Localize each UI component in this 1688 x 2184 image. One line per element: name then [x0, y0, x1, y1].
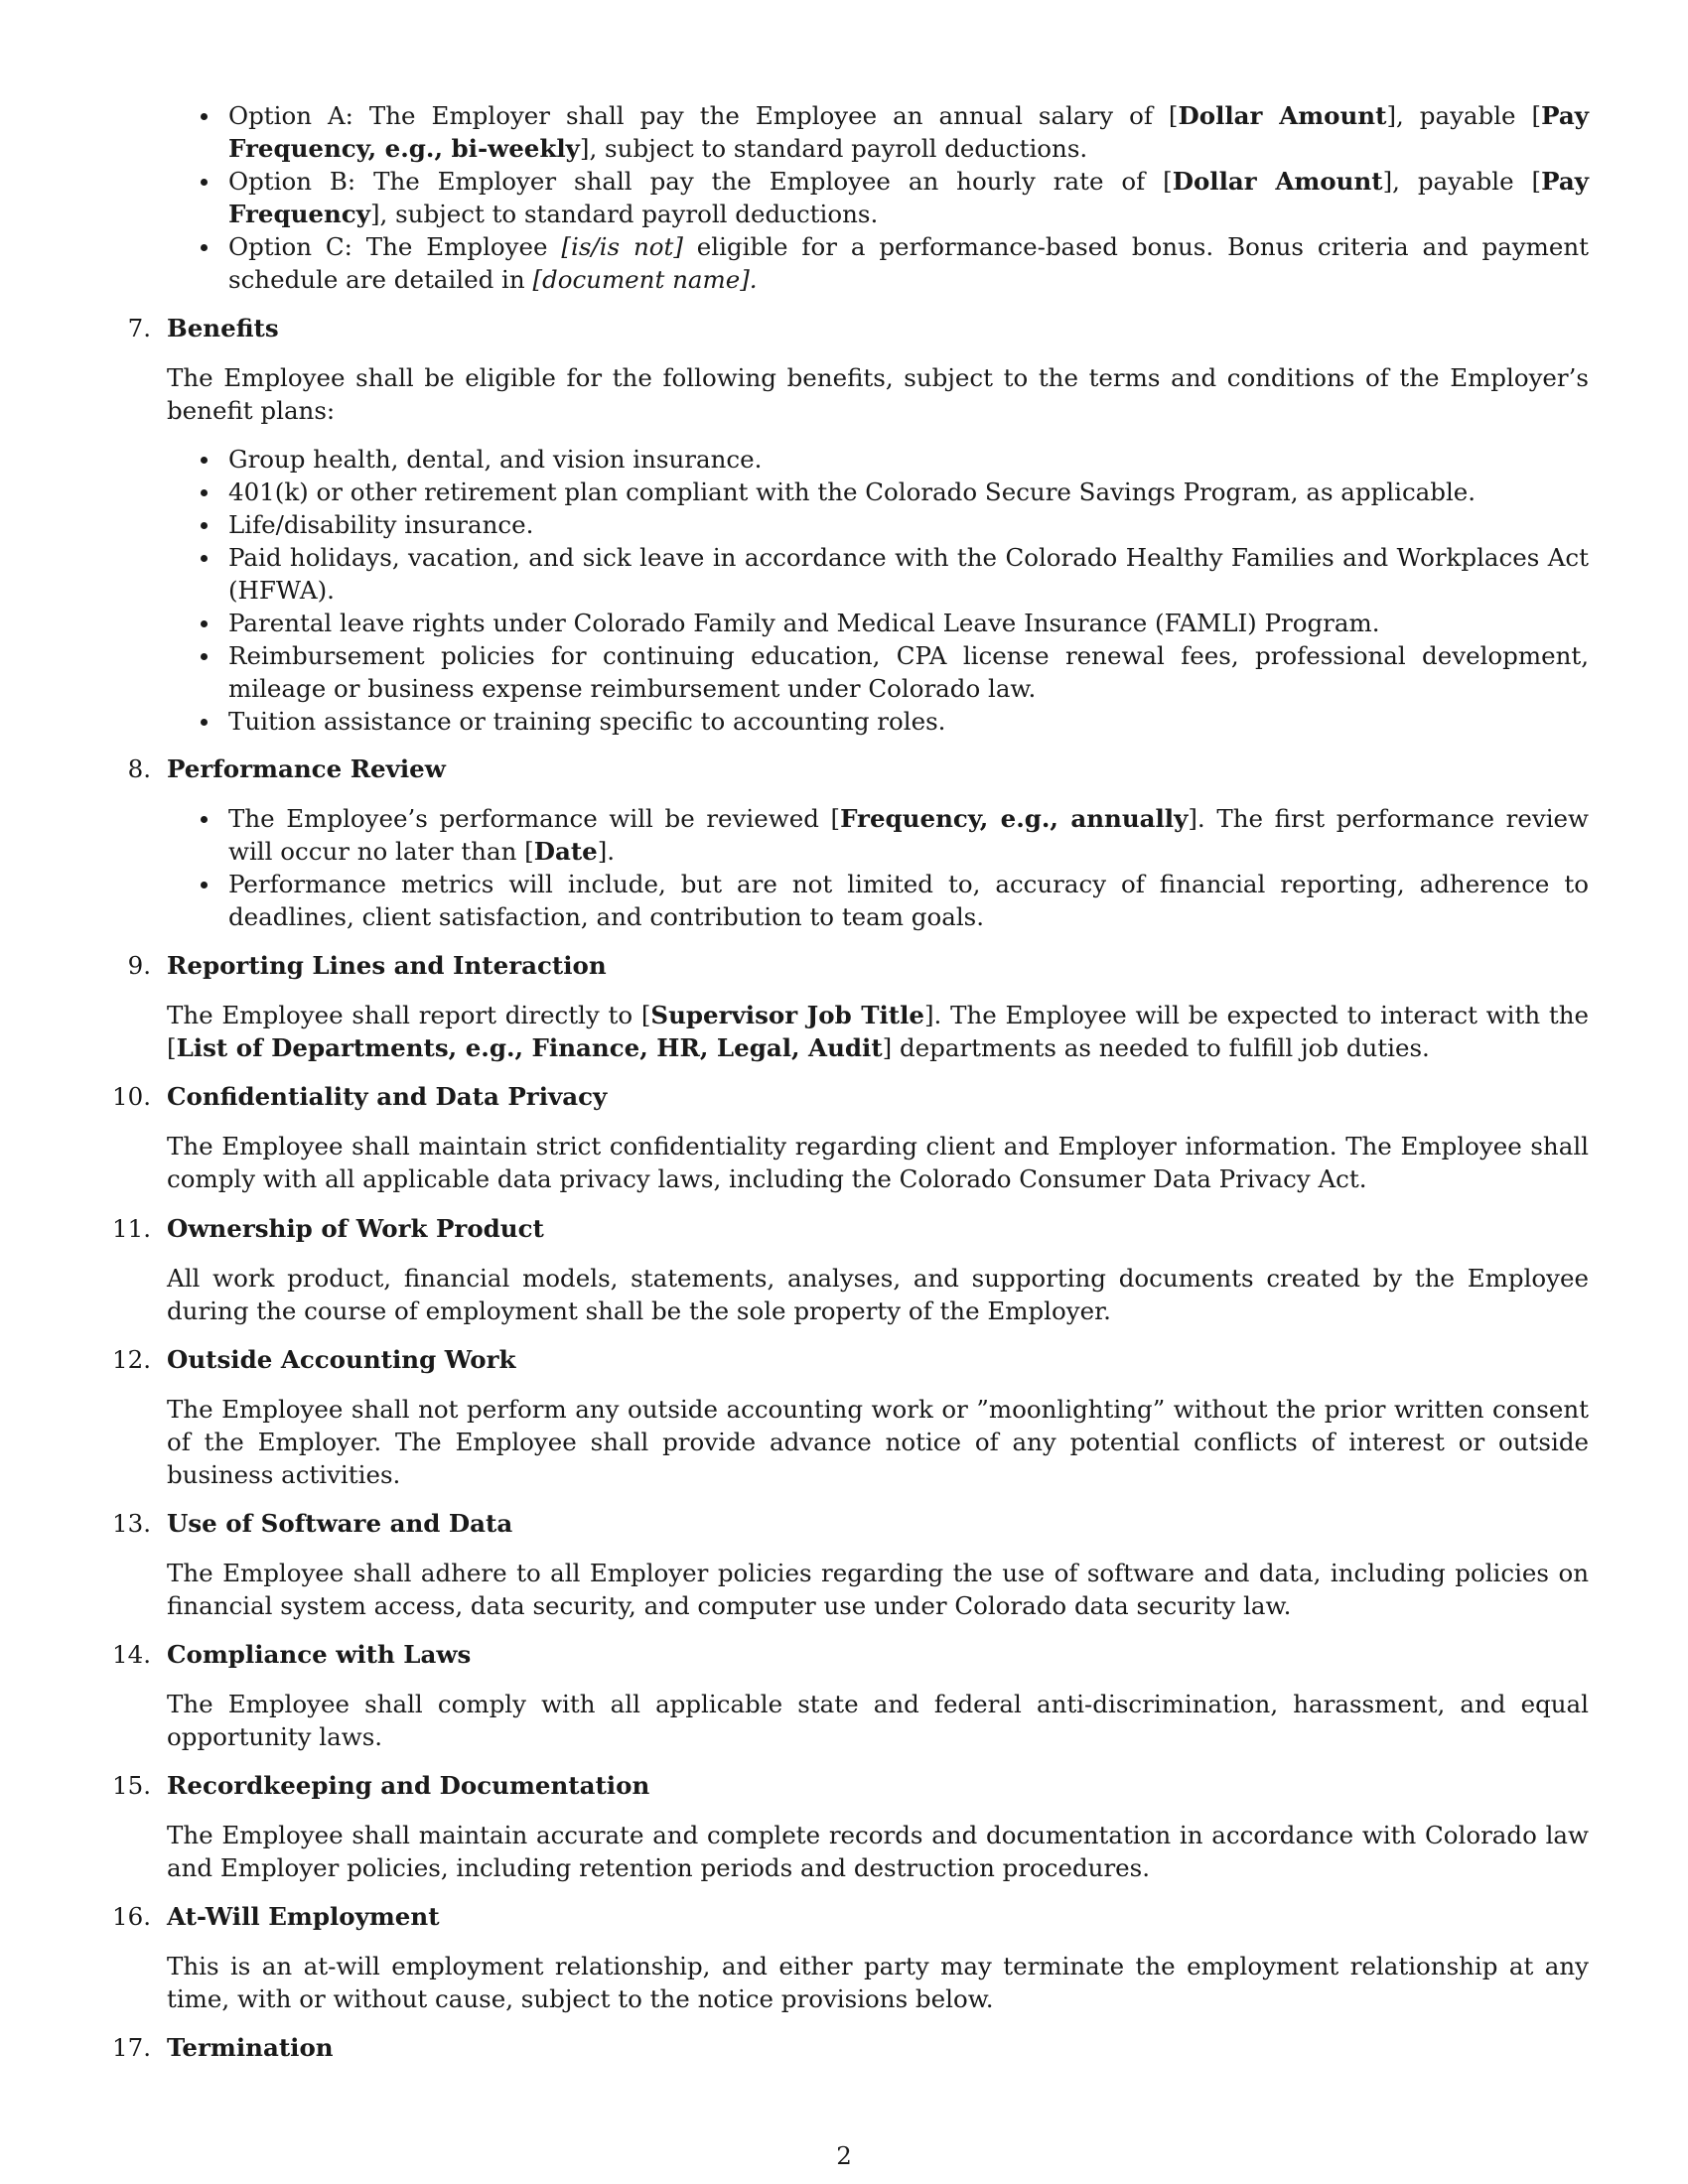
section-title: Performance Review — [167, 754, 446, 783]
section-number: 13. — [112, 1509, 151, 1538]
list-item: Reimbursement policies for continuing education, CPA license renewal fees, professional development, mileage or business expense reimbursement under Colorado law. — [167, 639, 1589, 705]
section-title: Outside Accounting Work — [167, 1345, 516, 1374]
section-number: 10. — [112, 1082, 151, 1111]
list-item: Parental leave rights under Colorado Family and Medical Leave Insurance (FAMLI) Program. — [167, 607, 1589, 639]
compensation-options-list — [167, 99, 1589, 296]
section-title: Use of Software and Data — [167, 1509, 513, 1538]
list-item: Tuition assistance or training specific to accounting roles. — [167, 705, 1589, 738]
page-number: 2 — [836, 2141, 852, 2170]
section-number: 15. — [112, 1771, 151, 1800]
section-title: Reporting Lines and Interaction — [167, 951, 607, 980]
section-number: 11. — [112, 1214, 151, 1243]
section-title: Benefits — [167, 314, 279, 342]
section-paragraph: All work product, financial models, statements, analyses, and supporting documents created by the Employee during the course of employment shall be the sole property of the Employer. — [167, 1264, 1589, 1325]
section-paragraph: The Employee shall not perform any outside accounting work or ”moonlighting” without the prior written consent of the Employer. The Employee shall provide advance notice of any potential conflicts of interest or outside business activities. — [167, 1395, 1589, 1489]
list-item: Performance metrics will include, but are not limited to, accuracy of financial reporting, adherence to deadlines, client satisfaction, and contribution to team goals. — [167, 868, 1589, 933]
section-number: 14. — [112, 1640, 151, 1669]
section-paragraph: The Employee shall comply with all applicable state and federal anti-discrimination, harassment, and equal opportunity laws. — [167, 1690, 1589, 1751]
performance-review-list — [167, 802, 1589, 933]
list-item: Life/disability insurance. — [167, 508, 1589, 541]
section-number: 12. — [112, 1345, 151, 1374]
list-item: 401(k) or other retirement plan compliant with the Colorado Secure Savings Program, as applicable. — [167, 476, 1589, 508]
list-item: Option A: The Employer shall pay the Employee an annual salary of [Dollar Amount], payable [Pay Frequency, e.g., bi-weekly], subject to standard payroll deductions. — [167, 99, 1589, 165]
section-title: Recordkeeping and Documentation — [167, 1771, 650, 1800]
section-number: 16. — [112, 1902, 151, 1931]
list-item: Option B: The Employer shall pay the Employee an hourly rate of [Dollar Amount], payable [Pay Frequency], subject to standard payroll deductions. — [167, 165, 1589, 230]
list-item: Group health, dental, and vision insurance. — [167, 443, 1589, 476]
benefits-list — [167, 443, 1589, 738]
section-paragraph: The Employee shall adhere to all Employer policies regarding the use of software and data, including policies on financial system access, data security, and computer use under Colorado data security law. — [167, 1559, 1589, 1620]
list-item: Option C: The Employee [is/is not] eligible for a performance-based bonus. Bonus criteria and payment schedule are detailed in [document name]. — [167, 230, 1589, 296]
section-number: 7. — [127, 314, 151, 342]
section-paragraph: The Employee shall maintain accurate and complete records and documentation in accordance with Colorado law and Employer policies, including retention periods and destruction procedures. — [167, 1821, 1589, 1882]
list-item: The Employee’s performance will be reviewed [Frequency, e.g., annually]. The first performance review will occur no later than [Date]. — [167, 802, 1589, 868]
section-title: Compliance with Laws — [167, 1640, 472, 1669]
section-title: Ownership of Work Product — [167, 1214, 544, 1243]
section-paragraph: The Employee shall report directly to [Supervisor Job Title]. The Employee will be expected to interact with the [List of Departments, e.g., Finance, HR, Legal, Audit] departments as needed to fulfill job duties. — [167, 1001, 1590, 1062]
section-number: 9. — [127, 951, 151, 980]
section-title: At-Will Employment — [167, 1902, 440, 1931]
section-paragraph: The Employee shall be eligible for the following benefits, subject to the terms and conditions of the Employer’s benefit plans: — [167, 363, 1589, 425]
section-title: Confidentiality and Data Privacy — [167, 1082, 608, 1111]
section-number: 8. — [127, 754, 151, 783]
section-paragraph: The Employee shall maintain strict confidentiality regarding client and Employer information. The Employee shall comply with all applicable data privacy laws, including the Colorado Consumer Data Privacy Act. — [167, 1132, 1589, 1193]
list-item: Paid holidays, vacation, and sick leave in accordance with the Colorado Healthy Families and Workplaces Act (HFWA). — [167, 541, 1589, 607]
section-paragraph: This is an at-will employment relationship, and either party may terminate the employment relationship at any time, with or without cause, subject to the notice provisions below. — [167, 1952, 1589, 2013]
section-number: 17. — [112, 2033, 151, 2062]
section-title: Termination — [167, 2033, 334, 2062]
